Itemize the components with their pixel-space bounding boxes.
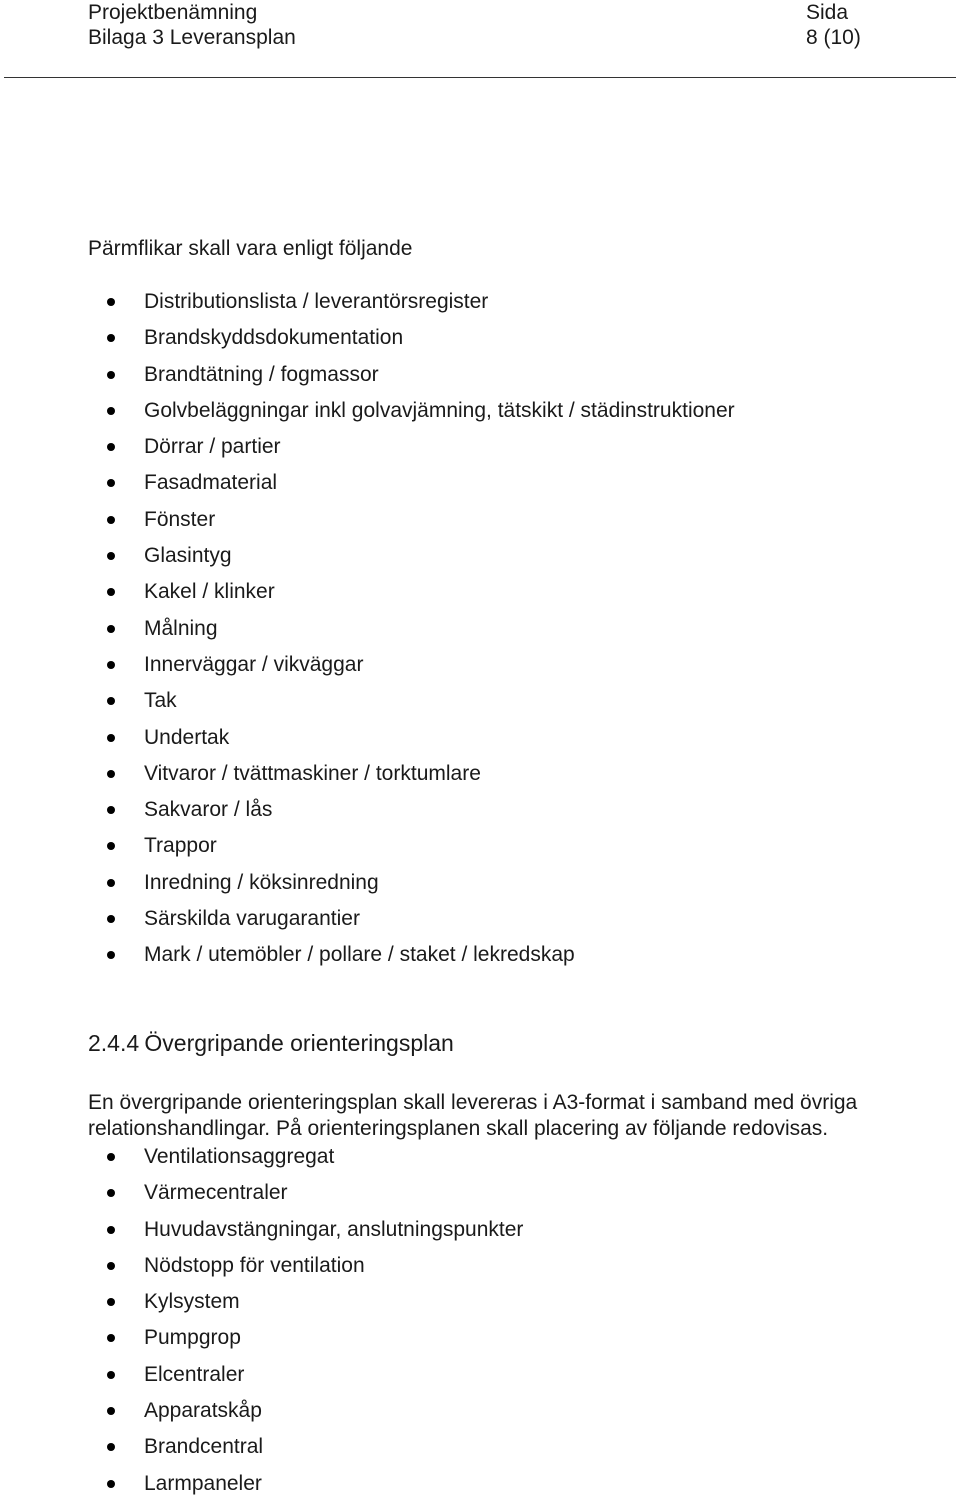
page-label: Sida <box>806 1 849 24</box>
list-item-text: Fasadmaterial <box>144 471 278 495</box>
bullet-icon <box>107 625 115 633</box>
list-item-text: Apparatskåp <box>144 1399 262 1423</box>
list-item-text: Brandtätning / fogmassor <box>144 362 379 386</box>
document-title: Bilaga 3 Leveransplan <box>88 26 296 49</box>
bullet-icon <box>107 1262 115 1270</box>
list-item-text: Trappor <box>144 834 217 858</box>
bullet-icon <box>107 951 115 959</box>
bullet-icon <box>107 1334 115 1342</box>
bullet-icon <box>107 1443 115 1451</box>
page-number: 8 (10) <box>806 26 861 49</box>
bullet-icon <box>107 879 115 887</box>
bullet-icon <box>107 1407 115 1415</box>
page-header <box>88 0 872 54</box>
list-item-text: Golvbeläggningar inkl golvavjämning, tätskikt / städinstruktioner <box>144 398 735 422</box>
list-item-text: Ventilationsaggregat <box>144 1145 335 1168</box>
bullet-icon <box>107 1480 115 1488</box>
bullet-icon <box>107 588 115 596</box>
list-item-text: Särskilda varugarantier <box>144 907 360 931</box>
bullet-icon <box>107 697 115 705</box>
bullet-icon <box>107 1371 115 1379</box>
bullet-icon <box>107 915 115 923</box>
bullet-icon <box>107 1189 115 1197</box>
bullet-icon <box>107 443 115 451</box>
bullet-icon <box>107 516 115 524</box>
bullet-icon <box>107 407 115 415</box>
section-heading <box>88 1029 454 1057</box>
bullet-icon <box>107 734 115 742</box>
list-item-text: Dörrar / partier <box>144 435 281 459</box>
list-item-text: Tak <box>144 689 177 713</box>
section-number: 2.4.4 <box>88 1030 140 1056</box>
bullet-icon <box>107 334 115 342</box>
bullet-icon <box>107 1298 115 1306</box>
list-item-text: Elcentraler <box>144 1362 245 1386</box>
bullet-icon <box>107 1226 115 1234</box>
bullet-icon <box>107 842 115 850</box>
header-divider <box>4 77 956 78</box>
list-item-text: Pumpgrop <box>144 1326 241 1350</box>
list-item-text: Målning <box>144 616 218 640</box>
project-name: Projektbenämning <box>88 1 258 24</box>
section-paragraph: En övergripande orienteringsplan skall levereras i A3-format i samband med övriga relationshandlingar. På orienteringsplanen skall placering av följande redovisas. <box>88 1091 858 1140</box>
list-item-text: Larmpaneler <box>144 1471 262 1495</box>
list-item-text: Innerväggar / vikväggar <box>144 652 364 676</box>
list-item-text: Inredning / köksinredning <box>144 870 379 894</box>
list-item-text: Mark / utemöbler / pollare / staket / lekredskap <box>144 943 575 967</box>
bullet-icon <box>107 661 115 669</box>
list-item-text: Sakvaror / lås <box>144 798 273 822</box>
list-item-text: Kakel / klinker <box>144 580 275 604</box>
bullet-icon <box>107 298 115 306</box>
bullet-icon <box>107 1153 115 1161</box>
bullet-icon <box>107 479 115 487</box>
bullet-icon <box>107 371 115 379</box>
list-item-text: Brandcentral <box>144 1435 264 1459</box>
list-item-text: Huvudavstängningar, anslutningspunkter <box>144 1217 524 1241</box>
list-item-text: Kylsystem <box>144 1290 240 1314</box>
list-item-text: Värmecentraler <box>144 1181 288 1205</box>
list-item-text: Fönster <box>144 507 216 531</box>
list-item-text: Nödstopp för ventilation <box>144 1253 365 1277</box>
intro-text: Pärmflikar skall vara enligt följande <box>88 237 413 260</box>
list-item-text: Glasintyg <box>144 544 232 568</box>
bullet-icon <box>107 552 115 560</box>
list-item-text: Brandskyddsdokumentation <box>144 326 404 350</box>
list-item-text: Undertak <box>144 725 230 749</box>
list-item-text: Distributionslista / leverantörsregister <box>144 290 489 313</box>
section-title: Övergripande orienteringsplan <box>144 1030 454 1056</box>
bullet-icon <box>107 770 115 778</box>
bullet-icon <box>107 806 115 814</box>
list-item-text: Vitvaror / tvättmaskiner / torktumlare <box>144 761 481 785</box>
